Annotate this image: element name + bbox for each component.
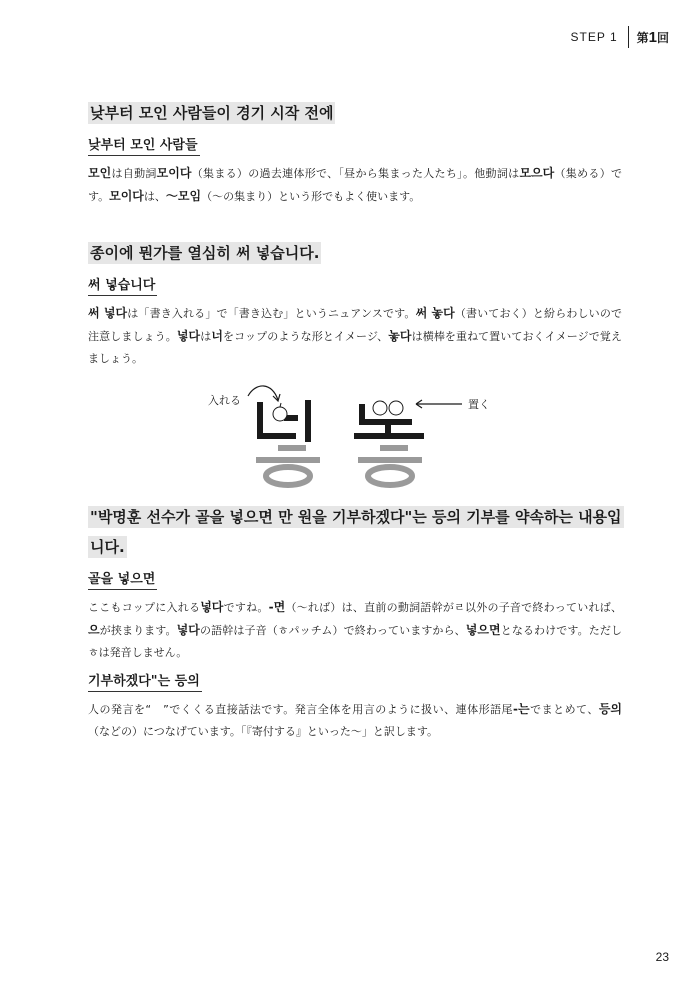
body-text: をコップのような形とイメージ、 [222, 330, 389, 343]
body-text: ですね。 [223, 601, 269, 614]
korean-term: 넣다 [176, 623, 200, 637]
korean-term: 써 놓다 [415, 306, 455, 320]
body-text: は「書き入れる」で「書き込む」というニュアンスです。 [127, 307, 416, 320]
korean-term: 넣다 [200, 600, 224, 614]
body-text: は、 [143, 190, 166, 203]
glyph-neoh [248, 396, 328, 492]
label-ireru: 入れる [208, 394, 241, 407]
section-3 [88, 502, 622, 743]
korean-term: 등의 [598, 702, 623, 716]
body-text: の語幹は子音（ㅎパッチム）で終わっていますから、 [199, 624, 466, 637]
body-text: が挟まります。 [99, 624, 177, 637]
section-1-heading: 낮부터 모인 사람들이 경기 시작 전에 [90, 104, 334, 122]
step-label: STEP 1 [570, 30, 618, 44]
page-content [88, 98, 622, 743]
section-2-subheading: 써 넣습니다 [88, 274, 157, 296]
left-arrow-icon [414, 398, 464, 410]
section-3-heading: "박명훈 선수가 골을 넣으면 만 원을 기부하겠다"는 등의 기부를 약속하는 내용입니다. [90, 508, 622, 556]
lesson-prefix: 第 [636, 30, 649, 45]
korean-term: 으 [88, 623, 100, 637]
body-text: （～の集まり）という形でもよく使います。 [201, 190, 421, 203]
lesson-suffix: 回 [656, 30, 669, 45]
body-text: となるわけです。ただしㅎは発音しません。 [88, 624, 623, 659]
section-1-body [88, 162, 622, 208]
label-oku: 置く [468, 398, 490, 411]
korean-term: 모이다 [156, 166, 192, 180]
lesson-digit: 1 [648, 28, 657, 46]
glyph-noh [350, 396, 430, 492]
korean-term: -는 [513, 702, 530, 716]
apple-icon [273, 403, 287, 421]
body-text: 人の発言を“ ”でくくる直接話法です。発言全体を用言のように扱い、連体形語尾 [88, 703, 514, 716]
body-text: は自動詞 [111, 167, 157, 180]
body-text: でまとめて、 [529, 703, 599, 716]
korean-term: 모인 [88, 166, 112, 180]
korean-term: ～모임 [165, 189, 202, 203]
section-2-heading: 종이에 뭔가를 열심히 써 넣습니다. [90, 244, 320, 262]
section-3-body-2 [88, 698, 622, 743]
korean-term: 너 [211, 329, 223, 343]
body-text: （などの）につなげています。「『寄付する』といった～」と訳します。 [88, 725, 439, 738]
body-text: は横棒を重ねて置いておくイメージで覚えましょう。 [88, 330, 623, 365]
page-number: 23 [655, 950, 669, 964]
korean-term: -면 [268, 600, 286, 614]
section-1 [88, 98, 622, 208]
body-text: ここもコップに入れる [88, 601, 201, 614]
korean-term: 모으다 [519, 166, 555, 180]
section-3-subheading-1: 골을 넣으면 [88, 568, 157, 590]
body-text: （～れば）は、直前の動詞語幹がㄹ以外の子音で終わっていれば、 [285, 601, 623, 614]
body-text: は [200, 330, 212, 343]
section-1-subheading: 낮부터 모인 사람들 [88, 134, 200, 156]
page-header [570, 26, 669, 48]
section-3-body-1 [88, 596, 622, 664]
illustration [88, 376, 622, 494]
korean-term: 모이다 [109, 189, 144, 203]
body-text: （集める）です。 [88, 167, 622, 203]
korean-term: 놓다 [388, 329, 412, 343]
section-3-subheading-2: 기부하겠다"는 등의 [88, 670, 202, 692]
section-2 [88, 238, 622, 494]
korean-term: 넣다 [176, 329, 201, 343]
body-text: （集まる）の過去連体形で、「昼から集まった人たち」。他動詞は [191, 167, 520, 180]
header-divider [628, 26, 629, 48]
korean-term: 넣으면 [465, 623, 501, 637]
lesson-number [637, 29, 669, 46]
section-2-body [88, 302, 622, 370]
apples-icon [373, 401, 403, 415]
korean-term: 써 넣다 [88, 306, 128, 320]
body-text: （書いておく）と紛らわしいので注意しましょう。 [88, 307, 622, 343]
